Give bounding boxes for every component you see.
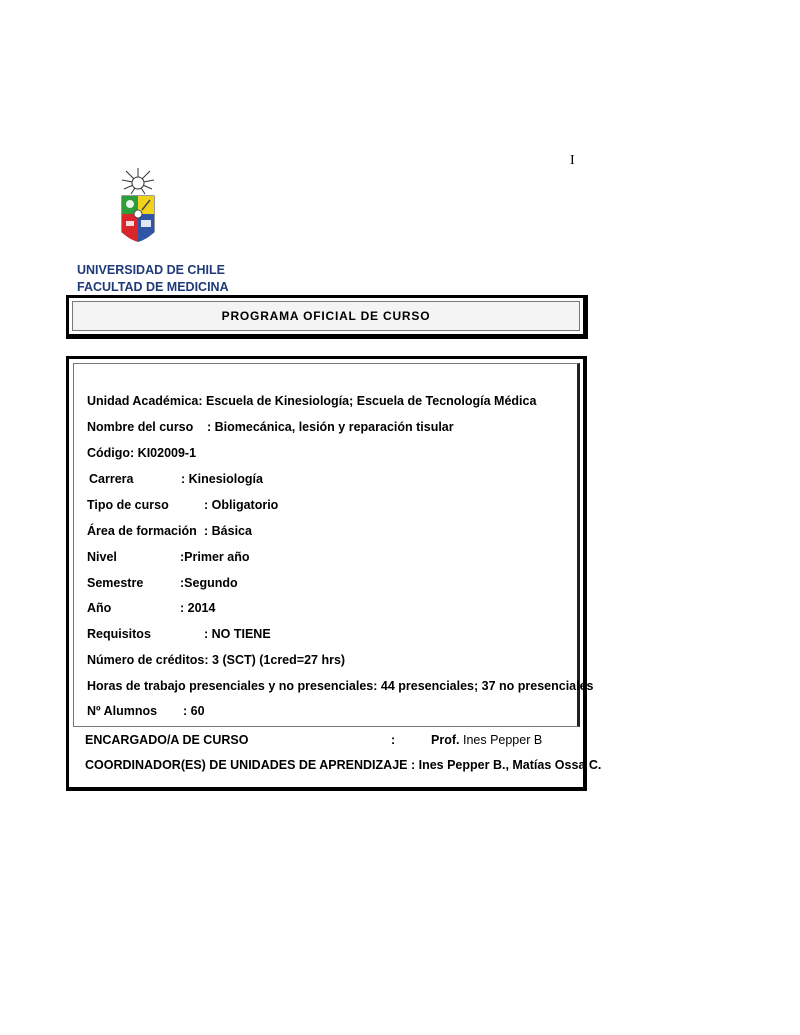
semestre-value: :Segundo (180, 576, 238, 590)
semestre-row (87, 576, 238, 590)
coordinador-row (85, 758, 601, 772)
requisitos-label: Requisitos (87, 627, 151, 641)
numero-creditos: Número de créditos: 3 (SCT) (1cred=27 hrs) (87, 653, 346, 667)
coordinador-names: Ines Pepper B., Matías Ossa C. (418, 758, 602, 772)
numero-alumnos-row (87, 704, 205, 718)
encargado-label: ENCARGADO/A DE CURSO (85, 733, 249, 747)
area-formacion-value: : Básica (204, 524, 252, 538)
anio-row (87, 601, 215, 615)
tipo-curso-row (87, 498, 278, 512)
tipo-curso-value: : Obligatorio (204, 498, 279, 512)
nombre-curso-value: : Biomecánica, lesión y reparación tisular (207, 420, 454, 434)
anio-label: Año (87, 601, 112, 615)
horas-trabajo: Horas de trabajo presenciales y no presenciales: 44 presenciales; 37 no presenciales (87, 679, 594, 693)
anio-value: : 2014 (180, 601, 216, 615)
requisitos-value: : NO TIENE (204, 627, 271, 641)
carrera-row (89, 472, 263, 486)
page-title: PROGRAMA OFICIAL DE CURSO (72, 301, 580, 331)
nombre-curso-label: Nombre del curso (87, 420, 194, 434)
nivel-value: :Primer año (180, 550, 250, 564)
encargado-row (85, 733, 565, 747)
area-formacion-label: Área de formación (87, 524, 197, 538)
faculty-name: FACULTAD DE MEDICINA (77, 280, 229, 294)
encargado-value (431, 733, 542, 747)
university-name: UNIVERSIDAD DE CHILE (77, 263, 225, 277)
university-header (77, 262, 229, 296)
course-info-box (66, 356, 602, 791)
nivel-label: Nivel (87, 550, 117, 564)
tipo-curso-label: Tipo de curso (87, 498, 169, 512)
area-formacion-row (87, 524, 252, 538)
codigo: Código: KI02009-1 (87, 446, 197, 460)
course-details-panel (73, 363, 594, 727)
carrera-value: : Kinesiología (181, 472, 263, 486)
page-mark: I (570, 153, 575, 168)
encargado-separator: : (391, 733, 396, 747)
numero-alumnos-value: : 60 (183, 704, 205, 718)
nivel-row (87, 550, 249, 564)
carrera-label: Carrera (89, 472, 134, 486)
title-box (66, 295, 588, 339)
university-crest-logo (112, 166, 164, 248)
nombre-curso-row (87, 420, 454, 434)
numero-alumnos-label: Nº Alumnos (87, 704, 158, 718)
semestre-label: Semestre (87, 576, 144, 590)
coordinador-label: COORDINADOR(ES) DE UNIDADES DE APRENDIZAJE : (85, 758, 416, 772)
encargado-name: Ines Pepper B (462, 733, 543, 747)
unidad-academica: Unidad Académica: Escuela de Kinesiología; Escuela de Tecnología Médica (87, 394, 537, 408)
requisitos-row (87, 627, 271, 641)
encargado-title: Prof. (431, 733, 460, 747)
